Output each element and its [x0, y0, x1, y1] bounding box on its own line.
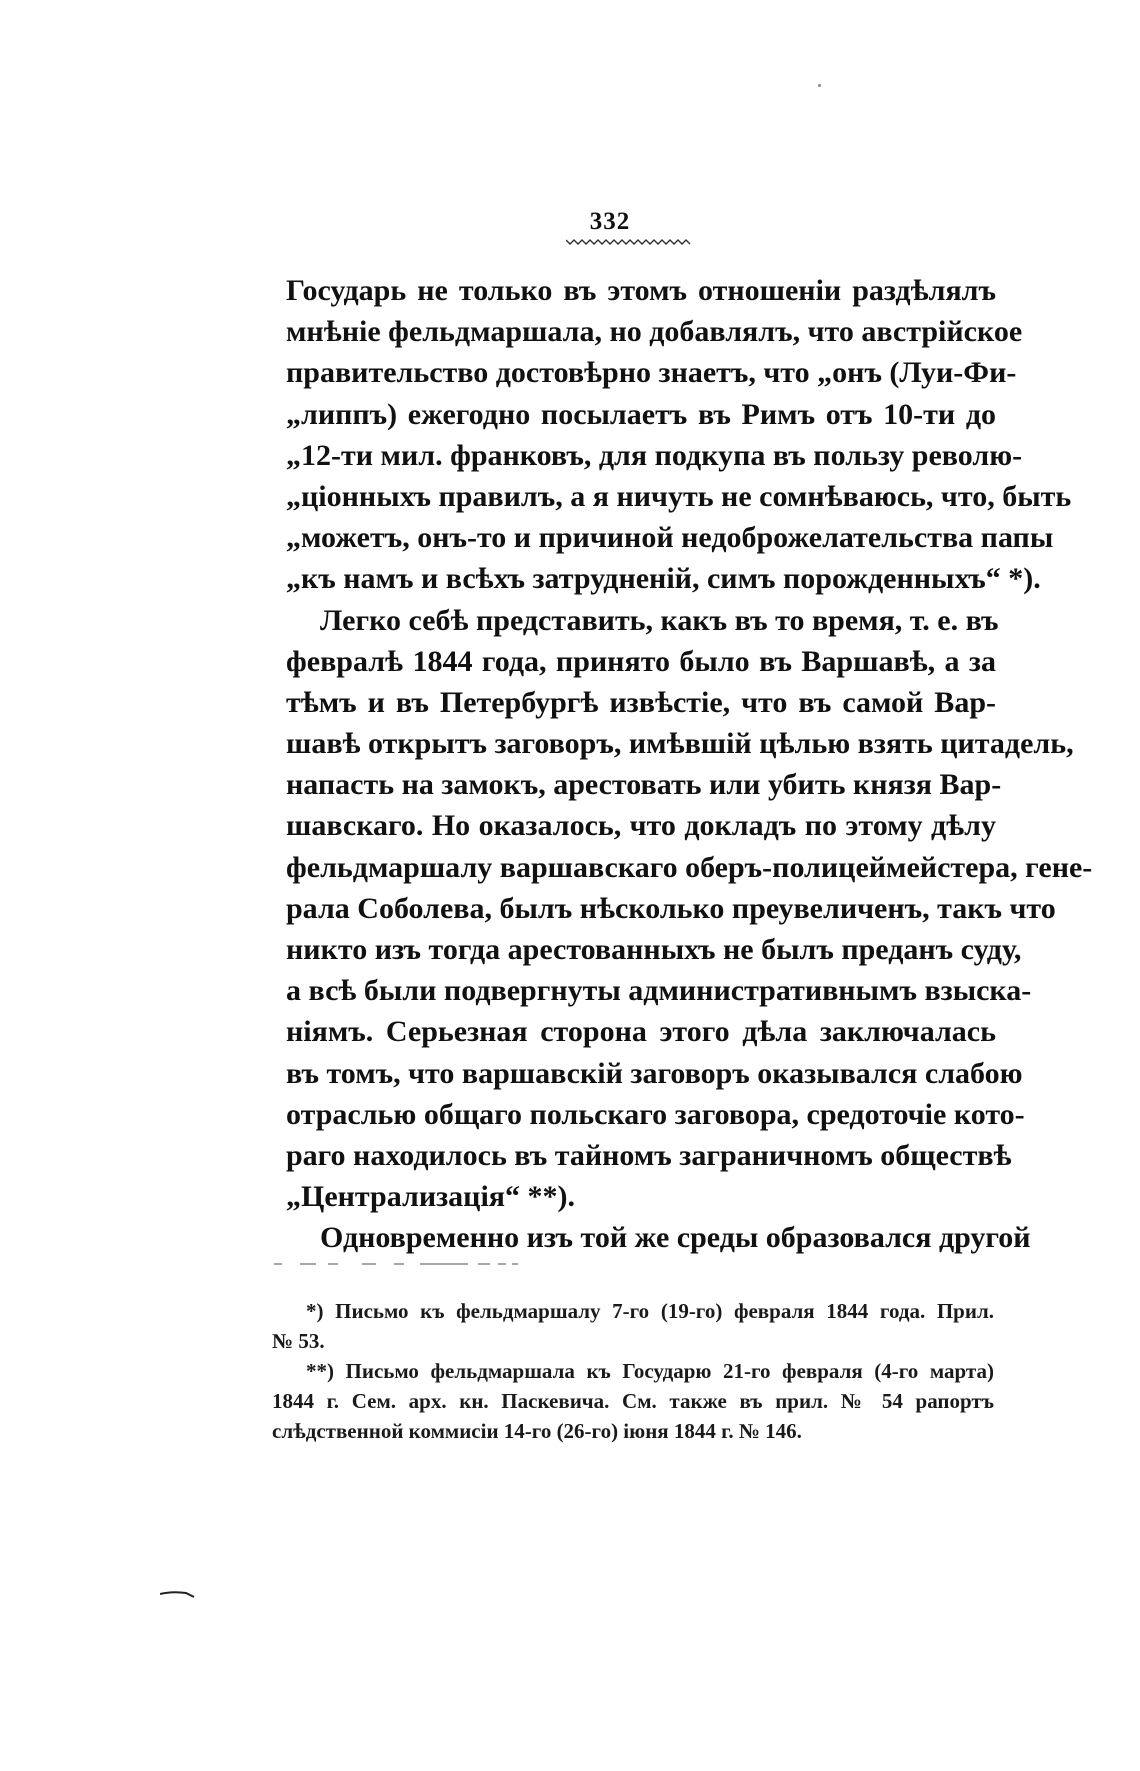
footnote-line: слѣдственной коммисiи 14-го (26-го) iюня 1844 г. № 146. [272, 1419, 802, 1443]
scan-speck [818, 84, 821, 87]
footnote-rule [272, 1262, 522, 1266]
text-line: тѣмъ и въ Петербургѣ извѣстiе, что въ самой Вар- [286, 685, 996, 719]
text-line: напасть на замокъ, арестовать или убить князя Вар- [286, 768, 1002, 802]
footnote-line: 1844 г. Сем. арх. кн. Паскевича. См. также въ прил. № 54 рапортъ [272, 1389, 994, 1413]
page-number: 332 [589, 208, 631, 235]
main-text [286, 270, 1093, 1259]
text-line: а всѣ были подвергнуты административнымъ взыска- [286, 974, 1032, 1008]
footnote-line: *) Письмо къ фельдмаршалу 7-го (19-го) февраля 1844 года. Прил. [306, 1299, 994, 1323]
text-line: мнѣнiе фельдмаршала, но добавлялъ, что австрiйское [286, 315, 1023, 349]
footnote-line: № 53. [272, 1329, 325, 1353]
text-line: шавѣ открытъ заговоръ, имѣвшiй цѣлью взять цитадель, [286, 727, 1074, 761]
text-line: рала Соболева, былъ нѣсколько преувеличенъ, такъ что [286, 891, 1056, 925]
footnotes [272, 1296, 994, 1446]
text-line: отраслью общаго польскаго заговора, средоточiе кото- [286, 1097, 1025, 1131]
footnote-line: **) Письмо фельдмаршала къ Государю 21-го февраля (4-го марта) [306, 1359, 994, 1383]
text-line: нiямъ. Серьезная сторона этого дѣла заключалась [286, 1015, 996, 1049]
margin-mark-icon [160, 1590, 196, 1598]
wavy-ornament-icon [566, 236, 692, 246]
text-line: правительство достовѣрно знаетъ, что „онъ (Луи-Фи- [286, 356, 1017, 390]
text-line: Легко себѣ представить, какъ въ то время, т. е. въ [320, 603, 999, 637]
text-line: „липпъ) ежегодно посылаетъ въ Римъ отъ 10-ти до [286, 397, 996, 431]
text-line: февралѣ 1844 года, принято было въ Варшавѣ, а за [286, 644, 996, 678]
text-line: раго находилось въ тайномъ заграничномъ обществѣ [286, 1138, 1012, 1172]
text-line: въ томъ, что варшавскiй заговоръ оказывался слабою [286, 1056, 1023, 1090]
text-line: „Централизацiя“ **). [286, 1180, 575, 1214]
text-line: „цiонныхъ правилъ, а я ничуть не сомнѣваюсь, что, быть [286, 479, 1072, 513]
text-line: „12-ти мил. франковъ, для подкупа въ пользу револю- [286, 438, 1023, 472]
text-line: никто изъ тогда арестованныхъ не былъ преданъ суду, [286, 933, 1022, 966]
text-line: шавскаго. Но оказалось, что докладъ по этому дѣлу [286, 809, 996, 843]
text-line: „къ намъ и всѣхъ затрудненiй, симъ порожденныхъ“ *). [286, 562, 1041, 596]
text-line: фельдмаршалу варшавскаго оберъ-полицеймейстера, гене- [286, 850, 1093, 884]
text-line: „можетъ, онъ-то и причиной недоброжелательства папы [286, 521, 1054, 555]
text-line: Одновременно изъ той же среды образовался другой [320, 1221, 1031, 1255]
text-line: Государь не только въ этомъ отношенiи раздѣлялъ [286, 274, 996, 307]
